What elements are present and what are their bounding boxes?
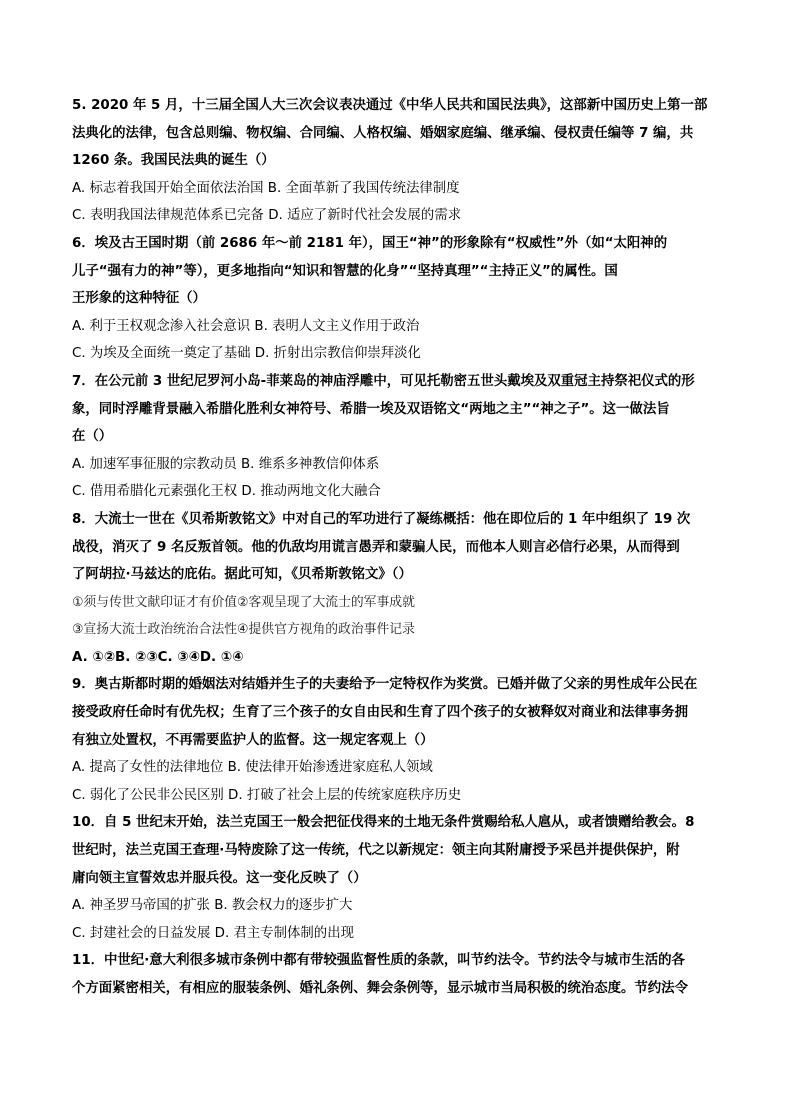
- question-text: 了阿胡拉·马兹达的庇佑。据此可知，《贝希斯敦铭文》（）: [72, 567, 412, 583]
- question-text: 世纪时，法兰克国王查理·马特废除了这一传统，代之以新规定：领主向其附庸授予采邑并提供保护，附: [72, 843, 680, 859]
- answer-options: C. 表明我国法律规范体系已完备 D. 适应了新时代社会发展的需求: [72, 208, 462, 224]
- question-text: 象，同时浮雕背景融入希腊化胜利女神符号、希腊一埃及双语铭文“两地之主”“神之子”。这一做法旨: [72, 401, 670, 417]
- answer-options: A. ①②B. ②③C. ③④D. ①④: [72, 649, 244, 665]
- question-10: [72, 809, 732, 947]
- question-6: [72, 230, 732, 368]
- statement-list: ③宣扬大流士政治统治合法性④提供官方视角的政治事件记录: [72, 622, 415, 638]
- answer-options: A. 利于王权观念渗入社会意识 B. 表明人文主义作用于政治: [72, 318, 420, 334]
- question-text: 有独立处置权，不再需要监护人的监督。这一规定客观上（）: [72, 732, 434, 748]
- question-text: 儿子“强有力的神”等），更多地指向“知识和智慧的化身”“坚持真理”“主持正义”的属性。国: [72, 263, 618, 279]
- question-text: 战役，消灭了 9 名反叛首领。他的仇敌均用谎言愚弄和蒙骗人民，而他本人则言必信行必果，从而得到: [72, 539, 680, 555]
- question-text: 8．大流士一世在《贝希斯敦铭文》中对自己的军功进行了凝练概括：他在即位后的 1 年中组织了 19 次: [72, 511, 691, 527]
- question-text: 7．在公元前 3 世纪尼罗河小岛-菲莱岛的神庙浮雕中，可见托勒密五世头戴埃及双重冠主持祭祀仪式的形: [72, 373, 695, 389]
- question-text: 王形象的这种特征（）: [72, 291, 206, 307]
- question-text: 6．埃及古王国时期（前 2686 年～前 2181 年），国王“神”的形象除有“权威性”外（如“太阳神的: [72, 235, 668, 251]
- answer-options: C. 借用希腊化元素强化王权 D. 推动两地文化大融合: [72, 484, 381, 500]
- question-9: [72, 671, 732, 809]
- answer-options: A. 加速军事征服的宗教动员 B. 维系多神教信仰体系: [72, 456, 380, 472]
- question-8: [72, 506, 732, 672]
- question-7: [72, 368, 732, 506]
- question-text: 在（）: [72, 429, 113, 445]
- exam-page: [72, 92, 732, 1003]
- answer-options: C. 封建社会的日益发展 D. 君主专制体制的出现: [72, 925, 354, 941]
- question-5: [72, 92, 732, 230]
- statement-list: ①须与传世文献印证才有价值②客观呈现了大流士的军事成就: [72, 594, 415, 610]
- answer-options: A. 神圣罗马帝国的扩张 B. 教会权力的逐步扩大: [72, 898, 353, 914]
- question-text: 10．自 5 世纪末开始，法兰克国王一般会把征伐得来的土地无条件赏赐给私人扈从，或者馈赠给教会。8: [72, 815, 695, 831]
- question-text: 9．奥古斯都时期的婚姻法对结婚并生子的夫妻给予一定特权作为奖赏。已婚并做了父亲的男性成年公民在: [72, 677, 698, 693]
- question-text: 个方面紧密相关，有相应的服装条例、婚礼条例、舞会条例等，显示城市当局积极的统治态度。节约法令: [72, 981, 688, 996]
- answer-options: A. 标志着我国开始全面依法治国 B. 全面革新了我国传统法律制度: [72, 180, 460, 196]
- answer-options: C. 为埃及全面统一奠定了基础 D. 折射出宗教信仰崇拜淡化: [72, 346, 421, 362]
- question-text: 1260 条。我国民法典的诞生（）: [72, 153, 275, 169]
- question-text: 庸向领主宣誓效忠并服兵役。这一变化反映了（）: [72, 870, 367, 886]
- answer-options: C. 弱化了公民非公民区别 D. 打破了社会上层的传统家庭秩序历史: [72, 787, 462, 803]
- question-text: 5. 2020 年 5 月，十三届全国人大三次会议表决通过《中华人民共和国民法典》，这部新中国历史上第一部: [72, 98, 708, 113]
- question-text: 接受政府任命时有优先权；生育了三个孩子的女自由民和生育了四个孩子的女被释奴对商业和法律事务拥: [72, 705, 688, 721]
- question-text: 11．中世纪·意大利很多城市条例中都有带较强监督性质的条款，叫节约法令。节约法令与城市生活的各: [72, 953, 685, 969]
- question-11: [72, 947, 732, 1002]
- answer-options: A. 提高了女性的法律地位 B. 使法律开始渗透进家庭私人领域: [72, 760, 433, 776]
- question-text: 法典化的法律，包含总则编、物权编、合同编、人格权编、婚姻家庭编、继承编、侵权责任编等 7 编，共: [72, 125, 694, 141]
